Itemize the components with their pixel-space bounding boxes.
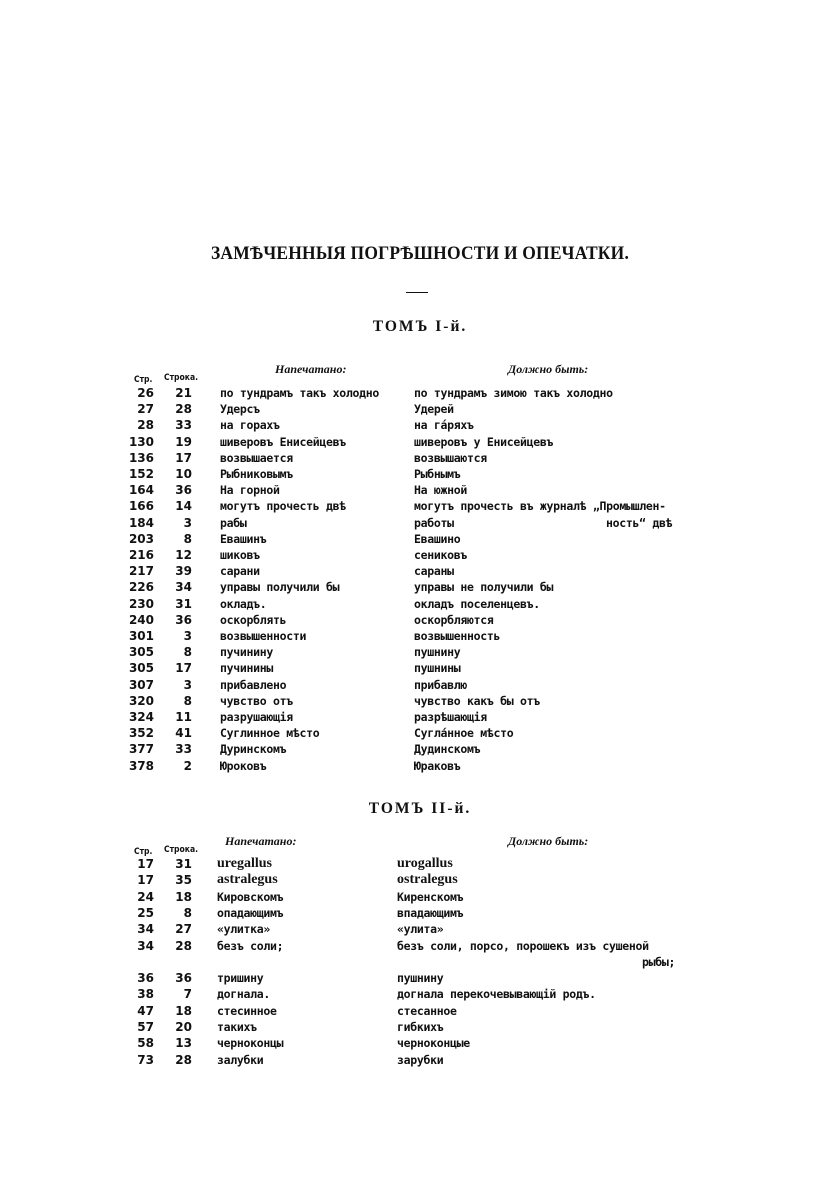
row-page: 203: [128, 531, 154, 546]
erratum-row: [0, 872, 840, 888]
row-line: 8: [183, 531, 192, 546]
row-correct-continuation: рыбы;: [642, 954, 676, 969]
row-printed: догнала.: [217, 987, 270, 1002]
row-correct: пушнину: [414, 645, 461, 660]
row-printed: управы получили бы: [220, 580, 340, 595]
erratum-row: [0, 498, 840, 514]
erratum-row: [0, 986, 840, 1002]
row-printed: оскорблять: [220, 612, 287, 627]
row-page: 27: [137, 402, 154, 417]
row-line: 8: [183, 693, 192, 708]
erratum-row: [0, 1052, 840, 1068]
row-line: 8: [183, 905, 192, 920]
row-line: 14: [175, 499, 192, 514]
row-printed: залубки: [217, 1052, 264, 1067]
row-printed: Юроковъ: [220, 758, 267, 773]
erratum-row: [0, 660, 840, 676]
row-printed: такихъ: [217, 1020, 257, 1034]
row-printed: черноконцы: [217, 1036, 284, 1051]
row-correct: разрѣшающія: [414, 710, 487, 724]
row-printed: шиковъ: [220, 548, 260, 562]
row-page: 57: [137, 1020, 154, 1034]
volume2-correct-header: Должно быть:: [508, 834, 589, 848]
volume1-line-header: Строка.: [164, 373, 199, 383]
row-printed: окладъ.: [220, 596, 267, 611]
row-line: 36: [175, 612, 192, 627]
row-correct: чувство какъ бы отъ: [414, 693, 540, 708]
erratum-row: [0, 482, 840, 498]
erratum-row: [0, 921, 840, 937]
row-printed: чувство отъ: [220, 693, 293, 708]
erratum-row: [0, 741, 840, 757]
row-page: 28: [137, 418, 154, 433]
row-line: 31: [175, 857, 192, 871]
erratum-row: [0, 547, 840, 563]
erratum-row: [0, 725, 840, 741]
row-page: 166: [128, 499, 154, 514]
erratum-row: [0, 709, 840, 725]
row-printed: возвышается: [220, 450, 293, 465]
row-page: 307: [128, 677, 154, 692]
row-page: 305: [128, 661, 154, 676]
erratum-row: [0, 1035, 840, 1051]
erratum-row: [0, 596, 840, 612]
row-line: 17: [175, 450, 192, 465]
volume2-page-header: Стр.: [134, 847, 153, 857]
row-line: 34: [175, 580, 192, 595]
row-correct: шиверовъ у Енисейцевъ: [414, 434, 554, 449]
row-printed: стесинное: [217, 1003, 277, 1018]
row-page: 301: [128, 629, 154, 643]
row-page: 36: [137, 971, 154, 986]
row-line: 28: [175, 938, 192, 953]
row-correct: на гáряхъ: [414, 418, 474, 433]
row-line: 33: [175, 742, 192, 757]
row-correct: Евашино: [414, 531, 461, 546]
row-page: 58: [137, 1036, 154, 1051]
volume2-line-header: Строка.: [164, 845, 199, 855]
row-printed: Дуринскомъ: [220, 742, 287, 757]
volume1-page-header: Стр.: [134, 375, 153, 385]
erratum-row: [0, 1019, 840, 1035]
row-page: 230: [128, 596, 154, 611]
erratum-row: [0, 563, 840, 579]
row-line: 11: [175, 710, 192, 724]
row-printed: Удерсъ: [220, 402, 260, 417]
row-page: 377: [128, 742, 154, 757]
row-printed: Рыбниковымъ: [220, 467, 293, 481]
row-line: 17: [175, 661, 192, 676]
row-correct: могутъ прочесть въ журналѣ „Промышлен-: [414, 499, 666, 514]
row-printed: Кировскомъ: [217, 889, 284, 904]
erratum-row: [0, 644, 840, 660]
row-printed: разрушающія: [220, 710, 293, 724]
erratum-row: [0, 970, 840, 986]
row-page: 130: [128, 434, 154, 449]
row-correct: по тундрамъ зимою такъ холодно: [414, 386, 613, 400]
row-correct: работы: [414, 515, 454, 530]
row-correct: безъ соли, порсо, порошекъ изъ сушеной: [397, 938, 649, 953]
row-page: 324: [128, 710, 154, 724]
row-printed: Евашинъ: [220, 531, 267, 546]
row-line: 39: [175, 564, 192, 579]
erratum-row: [0, 401, 840, 417]
row-page: 38: [137, 987, 154, 1002]
erratum-row-continuation: [0, 515, 840, 531]
volume2-printed-header: Напечатано:: [225, 834, 297, 848]
row-line: 13: [175, 1036, 192, 1051]
row-printed: на горахъ: [220, 418, 280, 433]
row-printed: «улитка»: [217, 922, 270, 937]
row-page: 34: [137, 922, 154, 937]
row-line: 12: [175, 548, 192, 562]
row-correct: ostralegus: [397, 872, 458, 888]
row-line: 10: [175, 467, 192, 481]
erratum-row: [0, 531, 840, 547]
row-printed: пучинины: [220, 661, 273, 676]
row-page: 136: [128, 450, 154, 465]
row-line: 18: [175, 1003, 192, 1018]
row-page: 17: [137, 857, 154, 871]
erratum-row: [0, 628, 840, 644]
erratum-row: [0, 385, 840, 401]
erratum-row: [0, 889, 840, 905]
row-correct: управы не получили бы: [414, 580, 554, 595]
row-line: 8: [183, 645, 192, 660]
row-correct: гибкихъ: [397, 1020, 444, 1034]
row-printed: прибавлено: [220, 677, 287, 692]
row-correct: Юраковъ: [414, 758, 461, 773]
row-page: 184: [128, 515, 154, 530]
erratum-row: [0, 417, 840, 433]
row-printed: astralegus: [217, 872, 278, 888]
row-correct: сениковъ: [414, 548, 467, 562]
row-page: 226: [128, 580, 154, 595]
row-line: 3: [183, 677, 192, 692]
page-title: ЗАМѢЧЕННЫЯ ПОГРѢШНОСТИ И ОПЕЧАТКИ.: [210, 243, 630, 264]
row-correct: оскорбляются: [414, 612, 494, 627]
erratum-row-continuation: [0, 954, 840, 970]
row-line: 28: [175, 402, 192, 417]
row-printed: uregallus: [217, 856, 272, 871]
row-printed: по тундрамъ такъ холодно: [220, 386, 379, 400]
row-page: 152: [128, 467, 154, 481]
row-page: 26: [137, 386, 154, 400]
row-line: 7: [183, 987, 192, 1002]
row-line: 36: [175, 483, 192, 498]
row-correct: сараны: [414, 564, 454, 579]
row-line: 19: [175, 434, 192, 449]
row-correct-continuation: ность“ двѣ: [606, 515, 673, 530]
erratum-row: [0, 466, 840, 482]
erratum-row: [0, 677, 840, 693]
row-page: 24: [137, 889, 154, 904]
row-line: 20: [175, 1020, 192, 1034]
row-printed: тришину: [217, 971, 264, 986]
row-correct: пушнины: [414, 661, 461, 676]
row-correct: «улита»: [397, 922, 444, 937]
row-printed: рабы: [220, 515, 247, 530]
row-line: 36: [175, 971, 192, 986]
erratum-row: [0, 693, 840, 709]
row-correct: urogallus: [397, 856, 453, 871]
row-correct: возвышаются: [414, 450, 487, 465]
row-page: 216: [128, 548, 154, 562]
erratum-row: [0, 612, 840, 628]
row-printed: Суглинное мѣсто: [220, 726, 320, 741]
row-line: 33: [175, 418, 192, 433]
row-page: 25: [137, 905, 154, 920]
row-correct: окладъ поселенцевъ.: [414, 596, 540, 611]
row-printed: пучинину: [220, 645, 273, 660]
erratum-row: [0, 856, 840, 872]
row-line: 18: [175, 889, 192, 904]
row-correct: догнала перекочевывающій родъ.: [397, 987, 596, 1002]
row-line: 28: [175, 1052, 192, 1067]
row-line: 41: [175, 726, 192, 741]
volume1-title: ТОМЪ I-й.: [372, 318, 468, 335]
row-line: 3: [183, 515, 192, 530]
row-line: 2: [183, 758, 192, 773]
erratum-row: [0, 450, 840, 466]
row-page: 17: [137, 873, 154, 888]
row-page: 240: [128, 612, 154, 627]
row-line: 31: [175, 596, 192, 611]
row-line: 21: [175, 386, 192, 400]
row-correct: черноконцые: [397, 1036, 470, 1051]
volume1-printed-header: Напечатано:: [275, 362, 347, 376]
row-correct: прибавлю: [414, 677, 467, 692]
row-printed: шиверовъ Енисейцевъ: [220, 434, 346, 449]
row-correct: Рыбнымъ: [414, 467, 461, 481]
row-printed: могутъ прочесть двѣ: [220, 499, 346, 514]
row-page: 305: [128, 645, 154, 660]
row-page: 164: [128, 483, 154, 498]
row-correct: возвышенность: [414, 629, 501, 643]
row-line: 27: [175, 922, 192, 937]
erratum-row: [0, 758, 840, 774]
row-page: 34: [137, 938, 154, 953]
row-printed: опадающимъ: [217, 905, 284, 920]
row-page: 378: [128, 758, 154, 773]
row-page: 320: [128, 693, 154, 708]
row-printed: возвышенности: [220, 629, 307, 643]
row-printed: сарани: [220, 564, 260, 579]
erratum-row: [0, 579, 840, 595]
row-correct: впадающимъ: [397, 905, 464, 920]
erratum-row: [0, 938, 840, 954]
row-page: 217: [128, 564, 154, 579]
volume2-title: ТОМЪ II-й.: [368, 800, 472, 817]
row-page: 47: [137, 1003, 154, 1018]
row-line: 35: [175, 873, 192, 888]
row-printed: безъ соли;: [217, 938, 284, 953]
erratum-row: [0, 905, 840, 921]
volume1-correct-header: Должно быть:: [508, 362, 589, 376]
row-correct: Сугла́нное мѣсто: [414, 726, 514, 741]
row-correct: Удерей: [414, 402, 454, 417]
row-printed: На горной: [220, 483, 280, 498]
erratum-row: [0, 1003, 840, 1019]
row-page: 73: [137, 1052, 154, 1067]
erratum-row: [0, 434, 840, 450]
row-line: 3: [183, 629, 192, 643]
row-page: 352: [128, 726, 154, 741]
row-correct: Киренскомъ: [397, 889, 464, 904]
row-correct: стесанное: [397, 1003, 457, 1018]
row-correct: На южной: [414, 483, 467, 498]
row-correct: пушнину: [397, 971, 444, 986]
title-rule: [406, 292, 428, 293]
row-correct: зарубки: [397, 1052, 444, 1067]
row-correct: Дудинскомъ: [414, 742, 481, 757]
